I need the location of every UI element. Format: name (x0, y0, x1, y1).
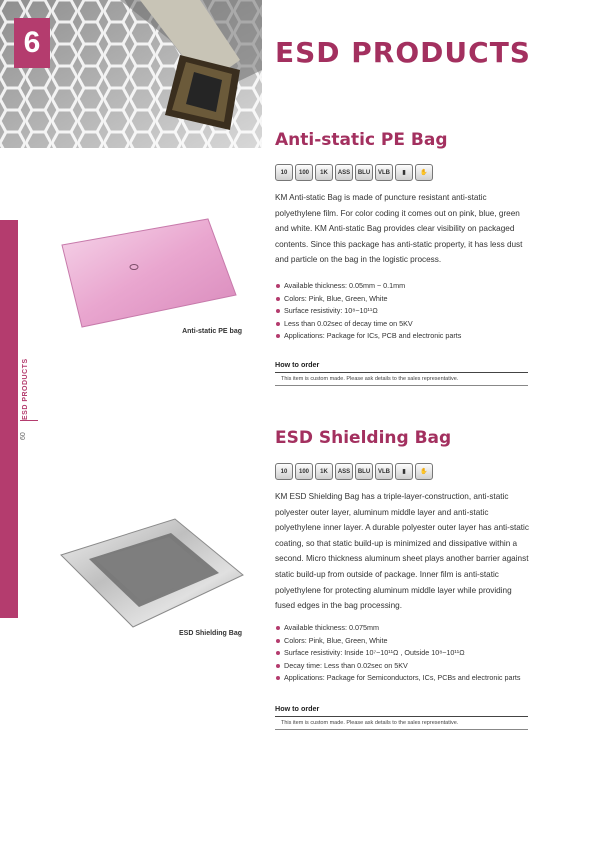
how-to-order-label-shielding-bag: How to order (275, 704, 320, 713)
feature-icons-shielding-bag (275, 463, 433, 480)
hand-icon: ✋ (415, 463, 433, 480)
shielding-bag-photo (55, 515, 245, 630)
hand-icon: ✋ (415, 164, 433, 181)
resistance-1000-icon: 1K (315, 164, 333, 181)
vlb-icon: VLB (375, 164, 393, 181)
resistance-10-icon: 10 (275, 164, 293, 181)
grip-icon: ▮ (395, 164, 413, 181)
grip-icon: ▮ (395, 463, 413, 480)
spec-item: Applications: Package for Semiconductors, ICs, PCBs and electronic parts (275, 672, 535, 685)
page-title: ESD PRODUCTS (275, 36, 531, 69)
description-pe-bag: KM Anti-static Bag is made of puncture resistant anti-static polyethylene film. For color coding it comes out on pink, blue, green and white. KM Anti-static Bag provides clear visibility on packaged contents. Since this package has anti-static property, it has less dust and particle on the bag in the logistic process. (275, 193, 523, 265)
spec-item: Less than 0.02sec of decay time on 5KV (275, 318, 535, 331)
pe-bag-photo (60, 215, 240, 330)
spec-list-shielding-bag (275, 622, 535, 685)
resistance-100-icon: 100 (295, 164, 313, 181)
spec-item: Decay time: Less than 0.02sec on 5KV (275, 660, 535, 673)
side-section-label: ESD PRODUCTS (22, 358, 29, 420)
blu-icon: BLU (355, 164, 373, 181)
spec-item: Applications: Package for ICs, PCB and electronic parts (275, 330, 535, 343)
spec-item: Available thickness: 0.075mm (275, 622, 535, 635)
description-shielding-bag: KM ESD Shielding Bag has a triple-layer-construction, anti-static polyester outer layer, aluminum middle layer and anti-static polyethylene inner layer. A durable polyester outer layer has anti-static coating, so that static build-up is minimized and dissipative within a second. Micro thickness aluminum sheet plays another barrier against static build-up from outside of package. Inner film is anti-static polyethylene for protecting aluminum middle layer while providing fused edges in the bag processing. (275, 492, 529, 611)
section-title-shielding-bag: ESD Shielding Bag (275, 428, 452, 448)
spec-item: Available thickness: 0.05mm ~ 0.1mm (275, 280, 535, 293)
section-title-pe-bag: Anti-static PE Bag (275, 130, 448, 150)
feature-icons-pe-bag (275, 164, 433, 181)
side-accent-bar (0, 220, 18, 618)
resistance-10-icon: 10 (275, 463, 293, 480)
spec-item: Colors: Pink, Blue, Green, White (275, 293, 535, 306)
spec-list-pe-bag (275, 280, 535, 343)
how-to-order-box-pe-bag: This item is custom made. Please ask details to the sales representative. (275, 372, 528, 386)
spec-item: Colors: Pink, Blue, Green, White (275, 635, 535, 648)
hero-image (0, 0, 262, 148)
caption-pe-bag: Anti-static PE bag (182, 328, 242, 335)
how-to-order-box-shielding-bag: This item is custom made. Please ask details to the sales representative. (275, 716, 528, 730)
caption-shielding-bag: ESD Shielding Bag (178, 630, 242, 637)
page-number: 60 (20, 432, 27, 440)
assembly-icon: ASS (335, 164, 353, 181)
how-to-order-label-pe-bag: How to order (275, 360, 320, 369)
resistance-1000-icon: 1K (315, 463, 333, 480)
chapter-number: 6 (14, 18, 50, 68)
side-divider (20, 420, 38, 421)
assembly-icon: ASS (335, 463, 353, 480)
blu-icon: BLU (355, 463, 373, 480)
vlb-icon: VLB (375, 463, 393, 480)
spec-item: Surface resistivity: Inside 10⁷~10¹¹Ω , Outside 10⁸~10¹¹Ω (275, 647, 535, 660)
resistance-100-icon: 100 (295, 463, 313, 480)
spec-item: Surface resistivity: 10⁸~10¹¹Ω (275, 305, 535, 318)
